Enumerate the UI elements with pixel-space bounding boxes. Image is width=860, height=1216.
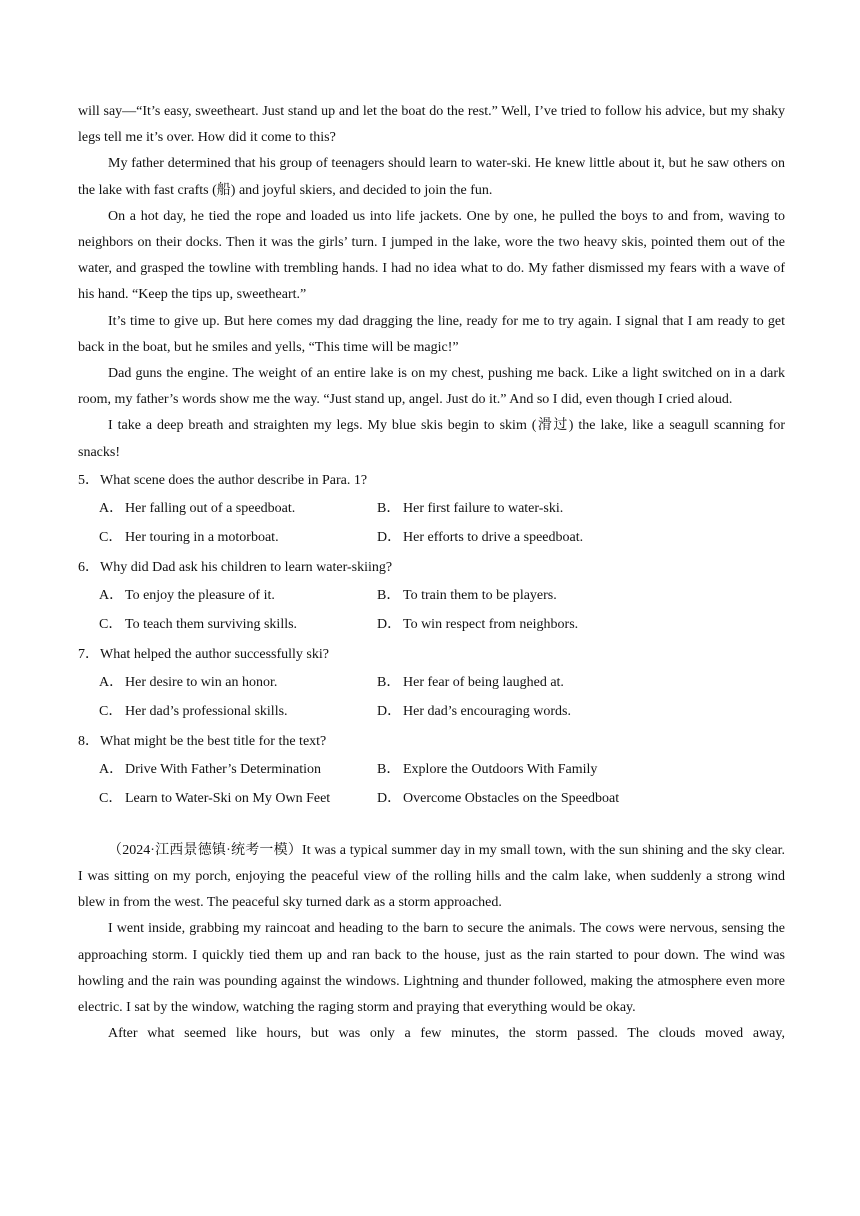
option-text: Her falling out of a speedboat.	[125, 500, 296, 516]
option-grid	[78, 668, 785, 727]
passage-1-paragraph-3: On a hot day, he tied the rope and loaded us into life jackets. One by one, he pulled the boys to and from, waving to neighbors on their docks. Then it was the girls’ turn. I jumped in the lake, wore the two heavy skis, pointed them out of the water, and grasped the towline with trembling hands. I had no idea what to do. My father dismissed my fears with a wave of his hand. “Keep the tips up, sweetheart.”	[78, 208, 785, 303]
option-a[interactable]	[78, 581, 356, 611]
question-number: 5．	[78, 472, 99, 488]
question-number: 6．	[78, 559, 99, 575]
passage-1-paragraph-6: I take a deep breath and straighten my legs. My blue skis begin to skim (滑过) the lake, like a seagull scanning for snacks!	[78, 418, 785, 460]
question-6	[78, 553, 785, 640]
option-letter: A．	[99, 587, 124, 603]
option-letter: A．	[99, 500, 124, 516]
option-text: Learn to Water-Ski on My Own Feet	[125, 791, 331, 807]
option-letter: D．	[377, 791, 402, 807]
source-label: （2024·江西景德镇·统考一模）	[108, 842, 303, 858]
option-text: Her fear of being laughed at.	[403, 674, 564, 690]
option-letter: B．	[377, 587, 401, 603]
document-page	[78, 99, 785, 1047]
option-b[interactable]	[356, 755, 785, 785]
passage-1	[78, 99, 785, 466]
passage-2	[78, 838, 785, 1048]
option-d[interactable]	[356, 610, 785, 640]
option-letter: D．	[377, 617, 402, 633]
section-spacer	[78, 814, 785, 838]
question-5	[78, 466, 785, 553]
option-text: To train them to be players.	[403, 587, 557, 603]
option-text: Her dad’s professional skills.	[125, 704, 288, 720]
question-7	[78, 640, 785, 727]
option-letter: B．	[377, 674, 401, 690]
passage-1-paragraph-2: My father determined that his group of teenagers should learn to water-ski. He knew little about it, but he saw others on the lake with fast crafts (船) and joyful skiers, and decided to join the fun.	[78, 156, 785, 198]
option-grid	[78, 581, 785, 640]
option-letter: D．	[377, 530, 402, 546]
passage-2-paragraph-3: After what seemed like hours, but was only a few minutes, the storm passed. The clouds moved away,	[108, 1026, 785, 1042]
option-text: Her touring in a motorboat.	[125, 530, 279, 546]
option-a[interactable]	[78, 668, 356, 698]
question-stem	[78, 466, 785, 494]
option-a[interactable]	[78, 755, 356, 785]
option-text: Drive With Father’s Determination	[125, 761, 322, 777]
option-text: Her first failure to water-ski.	[403, 500, 564, 516]
question-text: Why did Dad ask his children to learn water-skiing?	[100, 559, 393, 575]
passage-1-paragraph-1: will say—“It’s easy, sweetheart. Just stand up and let the boat do the rest.” Well, I’ve tried to follow his advice, but my shaky legs tell me it’s over. How did it come to this?	[78, 104, 785, 146]
passage-2-paragraph-1	[78, 838, 785, 917]
question-stem	[78, 640, 785, 668]
option-text: To enjoy the pleasure of it.	[125, 587, 275, 603]
option-grid	[78, 494, 785, 553]
passage-1-paragraph-4: It’s time to give up. But here comes my dad dragging the line, ready for me to try again. I signal that I am ready to get back in the boat, but he smiles and yells, “This time will be magic!”	[78, 313, 785, 355]
passage-2-paragraph-2: I went inside, grabbing my raincoat and heading to the barn to secure the animals. The cows were nervous, sensing the approaching storm. I quickly tied them up and ran back to the house, just as the rain started to pour down. The wind was howling and the rain was pounding against the windows. Lightning and thunder followed, making the atmosphere even more electric. I sat by the window, watching the raging storm and praying that everything would be okay.	[78, 921, 785, 1016]
option-text: To teach them surviving skills.	[125, 617, 298, 633]
option-b[interactable]	[356, 668, 785, 698]
passage-1-paragraph-5: Dad guns the engine. The weight of an entire lake is on my chest, pushing me back. Like a light switched on in a dark room, my father’s words show me the way. “Just stand up, angel. Just do it.” And so I did, even though I cried aloud.	[78, 366, 785, 408]
option-letter: D．	[377, 704, 402, 720]
option-b[interactable]	[356, 581, 785, 611]
option-letter: C．	[99, 791, 123, 807]
question-stem	[78, 553, 785, 581]
question-list	[78, 466, 785, 814]
question-text: What scene does the author describe in Para. 1?	[100, 472, 368, 488]
option-text: To win respect from neighbors.	[403, 617, 579, 633]
option-grid	[78, 755, 785, 814]
option-d[interactable]	[356, 523, 785, 553]
option-b[interactable]	[356, 494, 785, 524]
question-text: What might be the best title for the text?	[100, 733, 327, 749]
option-d[interactable]	[356, 697, 785, 727]
option-text: Overcome Obstacles on the Speedboat	[403, 791, 620, 807]
question-8	[78, 727, 785, 814]
question-stem	[78, 727, 785, 755]
passage-2-intro-text: It was a typical summer day in my small town, with the sun shining and the sky clear. I was sitting on my porch, enjoying the peaceful view of the rolling hills and the calm lake, when suddenly a strong wind blew in from the west. The peaceful sky turned dark as a storm approached.	[78, 842, 786, 911]
option-c[interactable]	[78, 697, 356, 727]
option-letter: C．	[99, 530, 123, 546]
question-number: 7．	[78, 646, 99, 662]
option-c[interactable]	[78, 610, 356, 640]
question-number: 8．	[78, 733, 99, 749]
option-letter: A．	[99, 761, 124, 777]
option-text: Her desire to win an honor.	[125, 674, 278, 690]
option-letter: B．	[377, 761, 401, 777]
option-text: Explore the Outdoors With Family	[403, 761, 598, 777]
option-letter: C．	[99, 617, 123, 633]
option-letter: B．	[377, 500, 401, 516]
option-d[interactable]	[356, 784, 785, 814]
option-c[interactable]	[78, 523, 356, 553]
option-letter: C．	[99, 704, 123, 720]
option-c[interactable]	[78, 784, 356, 814]
question-text: What helped the author successfully ski?	[100, 646, 329, 662]
option-letter: A．	[99, 674, 124, 690]
option-a[interactable]	[78, 494, 356, 524]
option-text: Her efforts to drive a speedboat.	[403, 530, 584, 546]
option-text: Her dad’s encouraging words.	[403, 704, 571, 720]
